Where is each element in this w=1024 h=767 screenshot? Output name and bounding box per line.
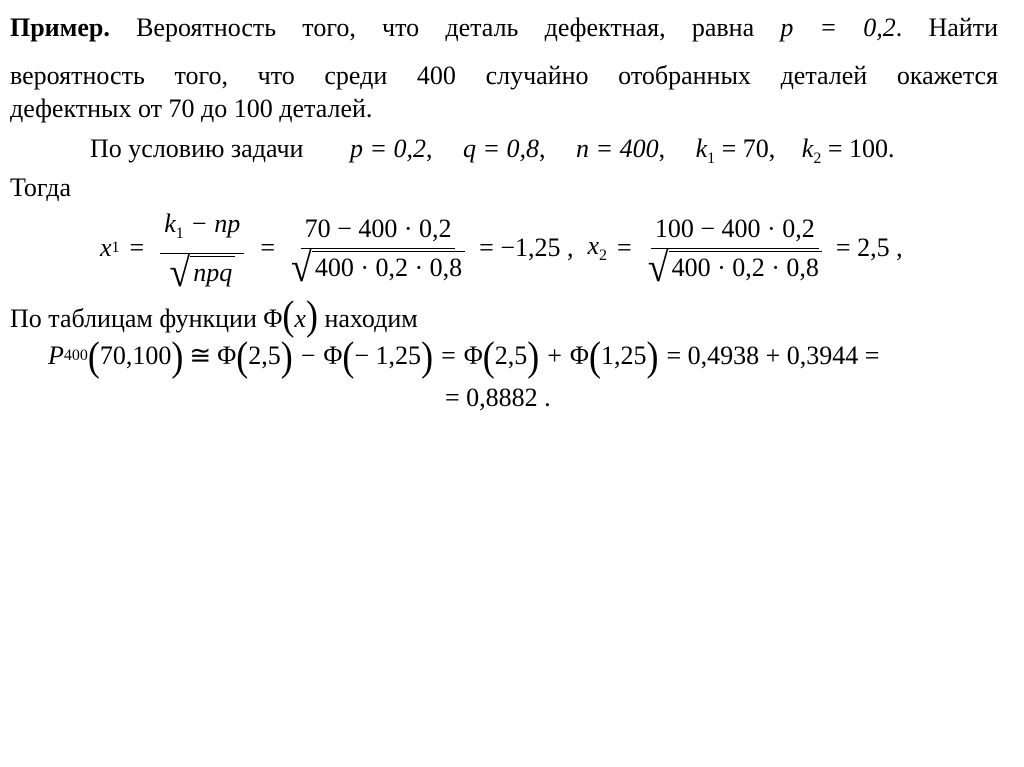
den-radicand: npq — [190, 256, 235, 290]
cond-k2-val: = 100 — [827, 134, 889, 163]
result-sum: = 0,4938 + 0,3944 = — [666, 341, 880, 370]
cond-n: n = 400 — [576, 134, 659, 163]
sep: , — [768, 134, 776, 163]
fraction-general — [160, 207, 244, 296]
result-line: P 400 ( 70,100 ) ≅ Φ ( 2,5 ) − Φ ( − 1,25 ) = Φ ( 2,5 ) + Φ ( 1,25 ) = 0,4938 + 0,3944 = — [48, 333, 880, 379]
conditions-lead: По условию задачи — [90, 134, 304, 163]
fraction-x2 — [647, 212, 822, 291]
P-args: 70,100 — [99, 341, 172, 370]
frac-general-den — [169, 249, 235, 296]
num-rest: − np — [190, 208, 241, 238]
phi-arg-3: 2,5 — [494, 341, 528, 370]
x2-var: x — [587, 231, 600, 260]
phi-symbol: Φ — [463, 341, 483, 370]
cond-p: p = 0,2 — [349, 134, 426, 163]
x2-sub: 2 — [599, 247, 608, 264]
x2-result: = 2,5 , — [835, 233, 903, 262]
eq-sign: = — [260, 233, 275, 262]
num-k-sub: 1 — [175, 224, 184, 242]
sqrt-icon: √ — [647, 244, 669, 291]
final-result: = 0,8882 . — [445, 383, 551, 412]
P-sub: 400 — [63, 347, 88, 364]
plus-sign: + — [547, 341, 562, 370]
frac-x1-num: 70 − 400 · 0,2 — [301, 212, 456, 249]
period: . — [888, 134, 895, 163]
cond-k2-var: k — [801, 134, 814, 163]
tables-tail: находим — [324, 304, 418, 333]
cond-q: q = 0,8 — [462, 134, 540, 163]
intro-text-1: Вероятность того, что деталь дефектная, равна — [136, 13, 755, 42]
x1-result: = −1,25 , — [479, 233, 574, 262]
intro-p-value: p = 0,2 — [780, 13, 896, 42]
den-radicand: 400 · 0,2 · 0,8 — [312, 251, 465, 285]
fraction-x1 — [290, 212, 465, 291]
phi-symbol: Φ — [263, 304, 283, 333]
cond-k2-sub: 2 — [813, 150, 822, 167]
conditions-line — [90, 133, 895, 175]
eq-sign: = — [441, 341, 456, 370]
den-radicand: 400 · 0,2 · 0,8 — [669, 251, 822, 285]
intro-text-2: . Найти — [895, 13, 998, 42]
eq-sign: = — [129, 233, 145, 262]
frac-x1-den — [290, 244, 465, 291]
phi-arg: x — [294, 304, 306, 333]
intro-line-3: дефектных от 70 до 100 деталей. — [10, 94, 373, 123]
approx-sign: ≅ — [189, 341, 212, 370]
then-word: Тогда — [10, 173, 72, 202]
x-formulas — [100, 208, 903, 296]
x1-sub: 1 — [111, 239, 120, 256]
intro-line-2: вероятность того, что среди 400 случайно отобранных деталей окажется — [10, 61, 998, 90]
frac-general-num — [160, 207, 244, 254]
phi-symbol: Φ — [217, 341, 237, 370]
minus-sign: − — [300, 341, 316, 370]
sep: , — [658, 134, 666, 163]
example-label: Пример. — [10, 13, 110, 42]
cond-k1-val: = 70 — [721, 134, 769, 163]
phi-arg-2: − 1,25 — [354, 341, 422, 370]
cond-k1-var: k — [695, 134, 708, 163]
cond-k1-sub: 1 — [707, 150, 716, 167]
P-var: P — [48, 341, 64, 370]
phi-symbol: Φ — [569, 341, 589, 370]
x1-var: x — [100, 233, 112, 262]
frac-x2-num: 100 − 400 · 0,2 — [651, 212, 819, 249]
frac-x2-den — [647, 244, 822, 291]
num-k: k — [164, 208, 176, 238]
sqrt-icon: √ — [169, 249, 191, 296]
sep: , — [425, 134, 433, 163]
intro-line-1 — [10, 12, 998, 44]
eq-sign: = — [617, 233, 632, 262]
phi-arg-4: 1,25 — [600, 341, 647, 370]
phi-symbol: Φ — [323, 341, 343, 370]
phi-arg-1: 2,5 — [248, 341, 281, 370]
sqrt-icon: √ — [290, 244, 312, 291]
sep: , — [539, 134, 546, 163]
tables-lead: По таблицам функции — [10, 304, 257, 333]
tables-line: По таблицам функции Φ(x) находим — [10, 292, 418, 338]
